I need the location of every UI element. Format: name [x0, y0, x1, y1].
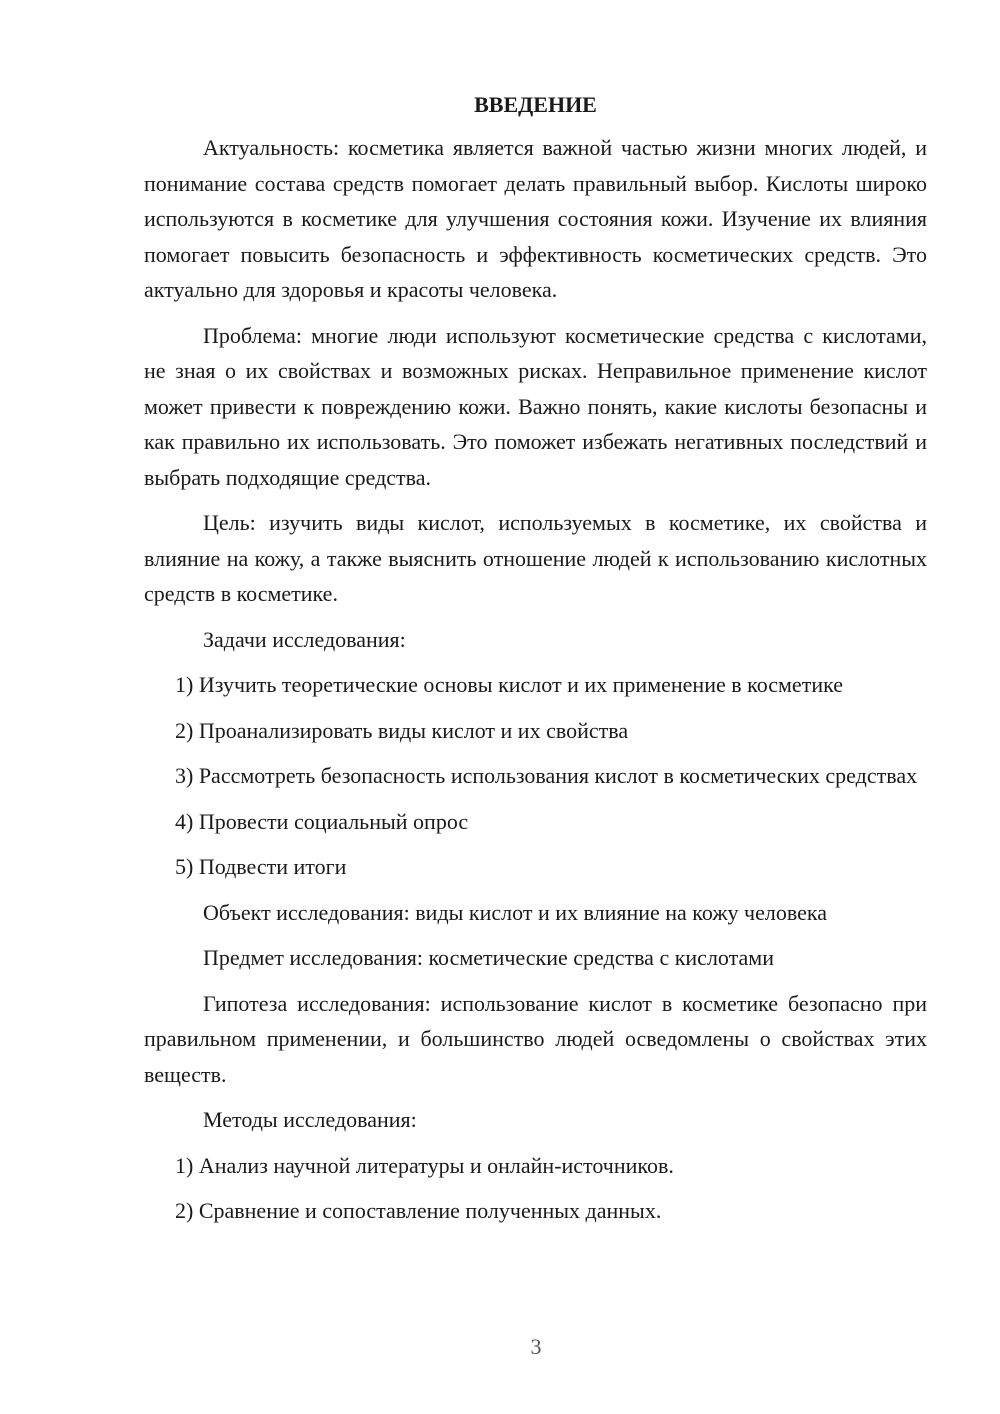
task-item-1: 1) Изучить теоретические основы кислот и их применение в косметике	[175, 672, 843, 697]
task-item-2: 2) Проанализировать виды кислот и их свойства	[175, 717, 629, 743]
object-paragraph: Объект исследования: виды кислот и их влияние на кожу человека	[203, 899, 827, 925]
goal-paragraph: Цель: изучить виды кислот, используемых в косметике, их свойства и влияние на кожу, а также выяснить отношение людей к использованию кислотных средств в косметике.	[144, 510, 927, 606]
hypothesis-paragraph: Гипотеза исследования: использование кислот в косметике безопасно при правильном применении, и большинство людей осведомлены о свойствах этих веществ.	[144, 990, 927, 1087]
methods-title: Методы исследования:	[203, 1107, 417, 1132]
problem-paragraph: Проблема: многие люди используют косметические средства с кислотами, не зная о их свойствах и возможных рисках. Неправильное применение кислот может привести к повреждению кожи. Важно понять, какие кислоты безопасны и как правильно их использовать. Это поможет избежать негативных последствий и выбрать подходящие средства.	[144, 322, 927, 490]
method-item-2: 2) Сравнение и сопоставление полученных данных.	[175, 1198, 662, 1223]
tasks-title: Задачи исследования:	[203, 626, 406, 652]
document-page	[144, 92, 927, 1239]
subject-paragraph: Предмет исследования: косметические средства с кислотами	[203, 945, 774, 970]
task-item-4: 4) Провести социальный опрос	[175, 808, 469, 834]
relevance-paragraph: Актуальность: косметика является важной частью жизни многих людей, и понимание состава средств помогает делать правильный выбор. Кислоты широко используются в косметике для улучшения состояния кожи. Изучение их влияния помогает повысить безопасность и эффективность косметических средств. Это актуально для здоровья и красоты человека.	[144, 135, 927, 302]
task-item-5: 5) Подвести итоги	[175, 854, 347, 879]
method-item-1: 1) Анализ научной литературы и онлайн-источников.	[175, 1152, 674, 1178]
task-item-3: 3) Рассмотреть безопасность использования кислот в косметических средствах	[175, 763, 918, 788]
section-heading: ВВЕДЕНИЕ	[474, 92, 597, 117]
page-number: 3	[530, 1334, 542, 1359]
